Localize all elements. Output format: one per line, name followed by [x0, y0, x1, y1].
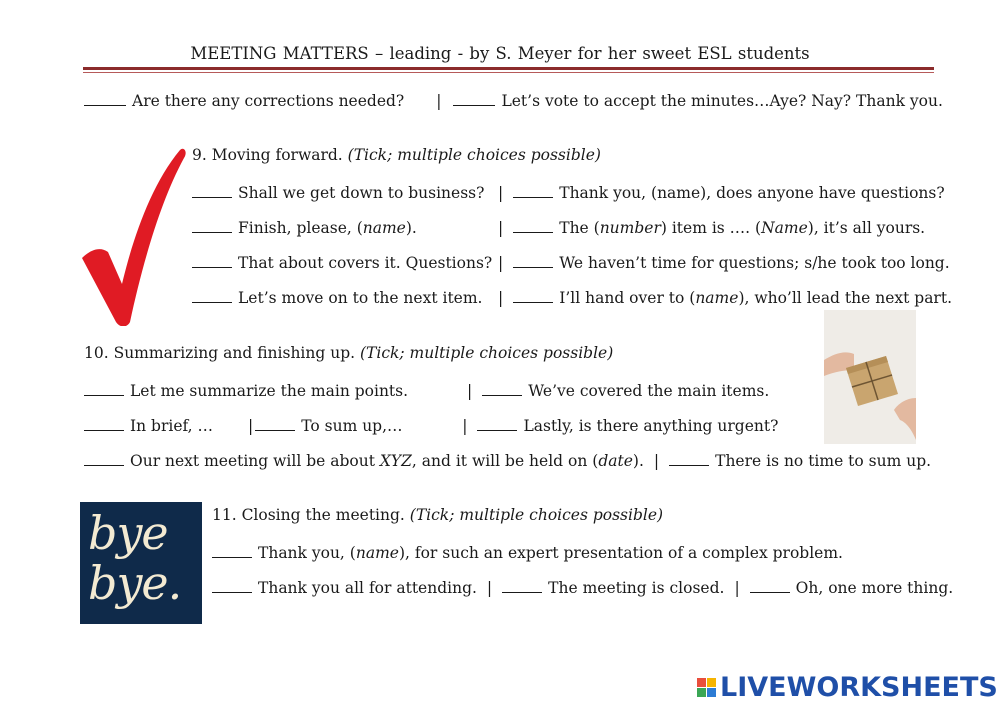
- separator: |: [248, 416, 254, 435]
- section9-row-2: [192, 216, 925, 237]
- option-get-down-to-business: Shall we get down to business?: [238, 183, 485, 202]
- document-title: MEETING MATTERS – leading - by S. Meyer for her sweet ESL students: [190, 44, 810, 63]
- answer-blank[interactable]: [212, 541, 252, 558]
- separator: |: [498, 218, 504, 237]
- section9-note: (Tick; multiple choices possible): [347, 146, 601, 164]
- separator: |: [436, 91, 442, 110]
- answer-blank[interactable]: [255, 414, 295, 431]
- option-no-time-questions: We haven’t time for questions; s/he took too long.: [559, 253, 950, 272]
- section11-row-2: [212, 576, 953, 597]
- header-rule-thin: [83, 72, 934, 73]
- answer-blank[interactable]: [84, 379, 124, 396]
- answer-blank[interactable]: [212, 576, 252, 593]
- liveworksheets-grid-icon: [697, 678, 716, 697]
- answer-blank[interactable]: [192, 286, 232, 303]
- option-sum-up: To sum up,…: [301, 416, 403, 435]
- bye-line-1: bye: [88, 506, 168, 560]
- answer-blank[interactable]: [192, 216, 232, 233]
- option-vote-minutes: Let’s vote to accept the minutes…Aye? Nay? Thank you.: [501, 91, 943, 110]
- answer-blank[interactable]: [453, 89, 495, 106]
- separator: |: [734, 578, 740, 597]
- separator: |: [498, 253, 504, 272]
- red-checkmark-icon: [80, 146, 186, 326]
- option-anyone-questions: Thank you, (name), does anyone have questions?: [559, 183, 945, 202]
- section10-heading: [84, 344, 613, 362]
- answer-blank[interactable]: [482, 379, 522, 396]
- option-meeting-closed: The meeting is closed.: [548, 578, 725, 597]
- separator: |: [467, 381, 473, 400]
- minutes-row: [84, 89, 943, 110]
- option-finish-please: Finish, please, (name).: [238, 218, 417, 237]
- separator: |: [486, 578, 493, 597]
- gift-box-photo: [824, 310, 916, 444]
- liveworksheets-logo[interactable]: [697, 672, 998, 703]
- separator: |: [462, 416, 468, 435]
- answer-blank[interactable]: [84, 449, 124, 466]
- section11-title: 11. Closing the meeting.: [212, 506, 405, 524]
- answer-blank[interactable]: [750, 576, 790, 593]
- option-covers-it: That about covers it. Questions?: [238, 253, 493, 272]
- option-corrections: Are there any corrections needed?: [132, 91, 405, 110]
- separator: |: [498, 183, 504, 202]
- answer-blank[interactable]: [502, 576, 542, 593]
- answer-blank[interactable]: [84, 414, 124, 431]
- answer-blank[interactable]: [513, 181, 553, 198]
- section9-row-3: [192, 251, 950, 272]
- bye-line-2: bye.: [88, 556, 182, 610]
- section10-row-2: [84, 414, 778, 435]
- option-number-item: The (number) item is …. (Name), it’s all yours.: [559, 218, 926, 237]
- section10-row-1: [84, 379, 769, 400]
- answer-blank[interactable]: [669, 449, 709, 466]
- option-hand-over: I’ll hand over to (name), who’ll lead the next part.: [559, 288, 953, 307]
- section10-note: (Tick; multiple choices possible): [359, 344, 614, 362]
- liveworksheets-logo-text: LIVEWORKSHEETS: [720, 672, 998, 703]
- section11-note: (Tick; multiple choices possible): [409, 506, 664, 524]
- answer-blank[interactable]: [477, 414, 517, 431]
- answer-blank[interactable]: [84, 89, 126, 106]
- separator: |: [653, 451, 660, 470]
- section9-row-1: [192, 181, 945, 202]
- section10-row-3: [84, 449, 931, 470]
- section9-heading: [192, 146, 601, 164]
- section11-heading: [212, 506, 663, 524]
- answer-blank[interactable]: [192, 181, 232, 198]
- bye-bye-image: [80, 502, 202, 624]
- option-move-on: Let’s move on to the next item.: [238, 288, 483, 307]
- option-one-more-thing: Oh, one more thing.: [795, 578, 954, 597]
- section9-row-4: [192, 286, 952, 307]
- answer-blank[interactable]: [513, 286, 553, 303]
- option-covered-items: We’ve covered the main items.: [528, 381, 770, 400]
- answer-blank[interactable]: [192, 251, 232, 268]
- option-thank-attending: Thank you all for attending.: [258, 578, 477, 597]
- section9-title: 9. Moving forward.: [192, 146, 343, 164]
- option-thank-presentation: Thank you, (name), for such an expert presentation of a complex problem.: [258, 543, 843, 562]
- option-next-meeting: Our next meeting will be about XYZ, and it will be held on (date).: [130, 451, 644, 470]
- option-no-time-sum-up: There is no time to sum up.: [715, 451, 932, 470]
- section10-title: 10. Summarizing and finishing up.: [84, 344, 356, 362]
- option-anything-urgent: Lastly, is there anything urgent?: [523, 416, 779, 435]
- header-rule: [83, 67, 934, 70]
- answer-blank[interactable]: [513, 216, 553, 233]
- separator: |: [498, 288, 504, 307]
- answer-blank[interactable]: [513, 251, 553, 268]
- option-summarize: Let me summarize the main points.: [130, 381, 409, 400]
- option-in-brief: In brief, …: [130, 416, 214, 435]
- section11-row-1: [212, 541, 843, 562]
